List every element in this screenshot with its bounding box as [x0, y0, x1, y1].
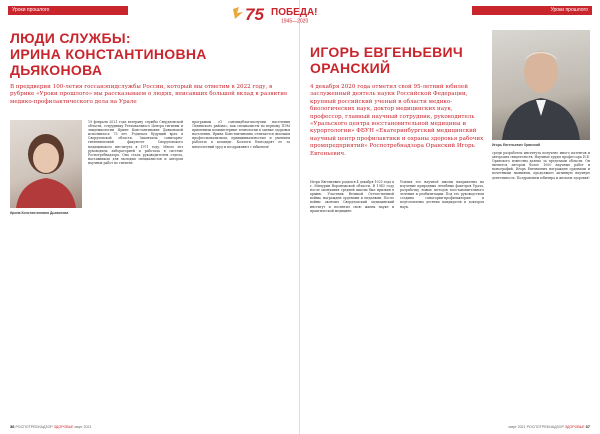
left-headline-line3: ДЬЯКОНОВА [10, 62, 103, 78]
right-col1-text: Игорь Евгеньевич родился 4 декабря 1925 года в г. Мичурин Воронежской области. В 1943 году после окончания средней школы был призван в армию. Участник Великой Отечественной войны, награжден орденами и медалями. После войны окончил Свердловский медицинский институт и посвятил свою жизнь науке и практической медицине. [310, 180, 394, 213]
right-photo-caption: Игорь Евгеньевич Оранский [492, 143, 541, 147]
left-footer-date: март 2021 [74, 425, 92, 429]
portrait-illustration [10, 120, 82, 208]
right-portrait-photo [492, 30, 590, 140]
left-footer [10, 424, 91, 429]
logo-number: 75 [245, 5, 264, 24]
right-headline-line2: ОРАНСКИЙ [310, 60, 391, 76]
portrait-photo [10, 120, 82, 208]
right-column-3 [492, 151, 590, 408]
right-headline-line1: ИГОРЬ ЕВГЕНЬЕВИЧ [310, 44, 464, 60]
victory-75-logo [225, 3, 375, 25]
right-column-2 [400, 180, 484, 408]
left-footer-magazine: РОСПОТРЕБНАДЗОР [15, 425, 53, 429]
right-page-number: 37 [585, 424, 590, 429]
left-column-2 [192, 120, 290, 410]
section-band-right: Уроки прошлого [472, 6, 592, 15]
logo-years: 1945—2020 [281, 18, 309, 25]
right-footer-magazine: РОСПОТРЕБНАДЗОР [526, 425, 564, 429]
left-headline-line2: ИРИНА КОНСТАНТИНОВНА [10, 46, 207, 62]
victory-logo-graphic [225, 3, 375, 25]
left-lead: В преддверии 100-летия госсанэпидслужбы России, который мы отметим в 2022 году, в рубрике «Уроки прошлого» мы рассказываем о людях, вписавших большой вклад в развитие медико-профилактического дела на Урале [10, 84, 288, 105]
right-footer-issue: ЗДОРОВЬЕ [564, 425, 585, 429]
right-page [300, 0, 600, 434]
left-footer-issue: ЗДОРОВЬЕ [53, 425, 74, 429]
right-lead: 4 декабря 2020 года отметил свой 95-летний юбилей заслуженный деятель науки Российской Федерации, крупный российский ученый в области медико-биологических наук, доктор медицинских наук, профессор, главный научный сотрудник, руководитель «Уральского центра восстановительной медицины и курортологии» ФБУН «Екатеринбургский медицинский научный центр профилактики и охраны здоровья рабочих промпредприятий» Роспотребнадзора Оранский Игорь Евгеньевич. [310, 84, 484, 157]
left-col1-text: 19 февраля 2021 года ветерану службы Свердловской области, сотруднику Регионального Центра гигиены и эпидемиологии Ирине Константиновне Дьяконовой исполнилось 75 лет. Родилась будущий врач в Свердловской области. Закончила санитарно-гигиенический факультет Свердловского медицинского института в 1971 году. Много лет руководила лабораторией и работала в системе Роспотребнадзора. Она стала руководителем отдела, наставником для молодых специалистов и автором научных работ по гигиене. [88, 120, 183, 165]
right-headline [310, 44, 463, 76]
logo-word: ПОБЕДА! [271, 7, 318, 18]
left-photo-caption: Ирина Константиновна Дьяконова [10, 211, 69, 215]
right-column-1 [310, 180, 394, 408]
left-column-1 [88, 120, 183, 410]
logo-star-icon [233, 7, 243, 19]
section-band-left: Уроки прошлого [8, 6, 128, 15]
right-portrait-illustration [492, 30, 590, 140]
right-footer [509, 424, 590, 429]
right-footer-date: март 2021 [508, 425, 526, 429]
left-headline [10, 30, 207, 78]
right-col3-text: среди разработок института получено много патентов и авторских свидетельств. Научные труды профессора И.Е. Оранского известны далеко за пределами области. Он является автором более 1000 научных работ и монографий. Игорь Евгеньевич награжден орденами и почетными званиями, продолжает активную научную деятельность. Поздравляем юбиляра и желаем здоровья! [492, 151, 590, 180]
left-headline-line1: ЛЮДИ СЛУЖБЫ: [10, 30, 131, 46]
right-col2-text: Усилия его научной школы направлены на изучение природных лечебных факторов Урала, разработку новых методов восстановительного лечения и реабилитации. Под его руководством созданы санатории-профилактории и подготовлены десятки кандидатов и докторов наук. [400, 180, 484, 209]
left-page-number: 36 [10, 424, 15, 429]
left-col2-text: программы «О санэпидблагополучии населения Ленинского района», как специалисты по первому ПЭМ применили компьютерные технологии в оценке здоровья населения. Ирина Константиновна отличается высоким профессионализмом, принципиальностью и умением работать в команде. Коллеги благодарят ее за многолетний труд и поздравляют с юбилеем! [192, 120, 290, 149]
